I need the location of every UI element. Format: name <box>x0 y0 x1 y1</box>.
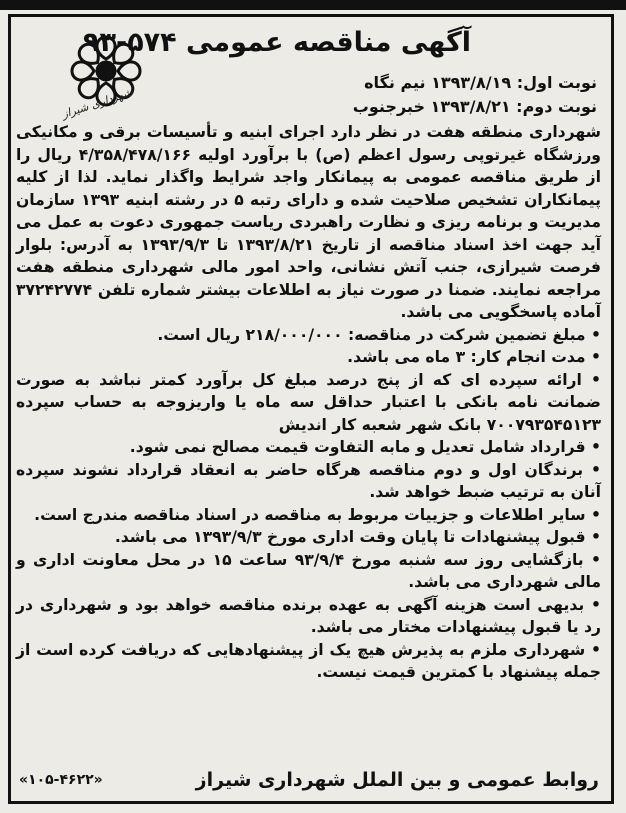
bullet-item: • برندگان اول و دوم مناقصه هرگاه حاضر به انعقاد قرارداد نشوند سپرده آنان به ترتیب ضبط خواهد شد. <box>16 459 601 504</box>
ad-footer <box>19 769 599 791</box>
ad-body <box>16 121 601 684</box>
bullet-item: • بدیهی است هزینه آگهی به عهده برنده مناقصه خواهد بود و شهرداری در رد یا قبول پیشنهادات مختار می باشد. <box>16 594 601 639</box>
footer-organization: روابط عمومی و بین الملل شهرداری شیراز <box>195 769 599 791</box>
bullet-item: • شهرداری ملزم به پذیرش هیچ یک از پیشنهادهایی که دریافت کرده است از جمله پیشنهاد با کمترین قیمت نیست. <box>16 639 601 684</box>
bullet-item: • قرارداد شامل تعدیل و مابه التفاوت قیمت مصالح نمی شود. <box>16 436 601 459</box>
bullet-item: • بازگشایی روز سه شنبه مورخ ۹۳/۹/۴ ساعت ۱۵ در محل معاونت اداری و مالی شهرداری می باشد. <box>16 549 601 594</box>
top-border-strip <box>0 0 626 10</box>
bullet-item: • مدت انجام کار: ۳ ماه می باشد. <box>16 346 601 369</box>
second-notice-date: نوبت دوم: ۱۳۹۳/۸/۲۱ خبرجنوب <box>352 97 597 116</box>
bullet-item: • مبلغ تضمین شرکت در مناقصه: ۲۱۸/۰۰۰/۰۰۰ ریال است. <box>16 324 601 347</box>
bullet-item: • قبول پیشنهادات تا پایان وقت اداری مورخ ۱۳۹۳/۹/۳ می باشد. <box>16 526 601 549</box>
intro-paragraph: شهرداری منطقه هفت در نظر دارد اجرای ابنیه و تأسیسات برقی و مکانیکی ورزشگاه غیرتوپی رسول اعظم (ص) با برآورد اولیه ۴/۳۵۸/۴۷۸/۱۶۶ ریال را از طریق مناقصه عمومی به پیمانکار واجد شرایط واگذار نماید. لذا از کلیه پیمانکاران تشخیص صلاحیت شده و دارای رتبه ۵ در رشته ابنیه ۱۳۹۳ سازمان مدیریت و برنامه ریزی و نظارت راهبردی ریاست جمهوری دعوت به عمل می آید جهت اخذ اسناد مناقصه از تاریخ ۱۳۹۳/۸/۲۱ تا ۱۳۹۳/۹/۳ به آدرس: بلوار فرصت شیرازی، جنب آتش نشانی، واحد امور مالی شهرداری منطقه هفت مراجعه نمایند. ضمنا در صورت نیاز به اطلاعات بیشتر شماره تلفن ۳۷۲۴۲۷۷۴ آماده پاسخگویی می باشد. <box>16 123 602 321</box>
bullet-item: • سایر اطلاعات و جزییات مربوط به مناقصه در اسناد مناقصه مندرج است. <box>16 504 601 527</box>
bullet-item: • ارائه سپرده ای که از پنج درصد مبلغ کل برآورد کمتر نباشد به صورت ضمانت نامه بانکی با اعتبار حداقل سه ماه یا واریزوجه به حساب سپرده ۷۰۰۷۹۳۵۴۵۱۲۳ بانک شهر شعبه کار اندیش <box>16 369 601 437</box>
ad-title: آگهی مناقصه عمومی ۵۷۴-۹۳ <box>83 27 471 58</box>
shiraz-municipality-logo <box>51 31 161 131</box>
first-notice-date: نوبت اول: ۱۳۹۳/۸/۱۹ نیم نگاه <box>364 73 597 92</box>
logo-script: شهرداری شیراز <box>60 86 134 121</box>
advertisement-frame <box>8 14 614 804</box>
footer-code: «۱۰۵-۴۶۲۲» <box>19 772 103 788</box>
